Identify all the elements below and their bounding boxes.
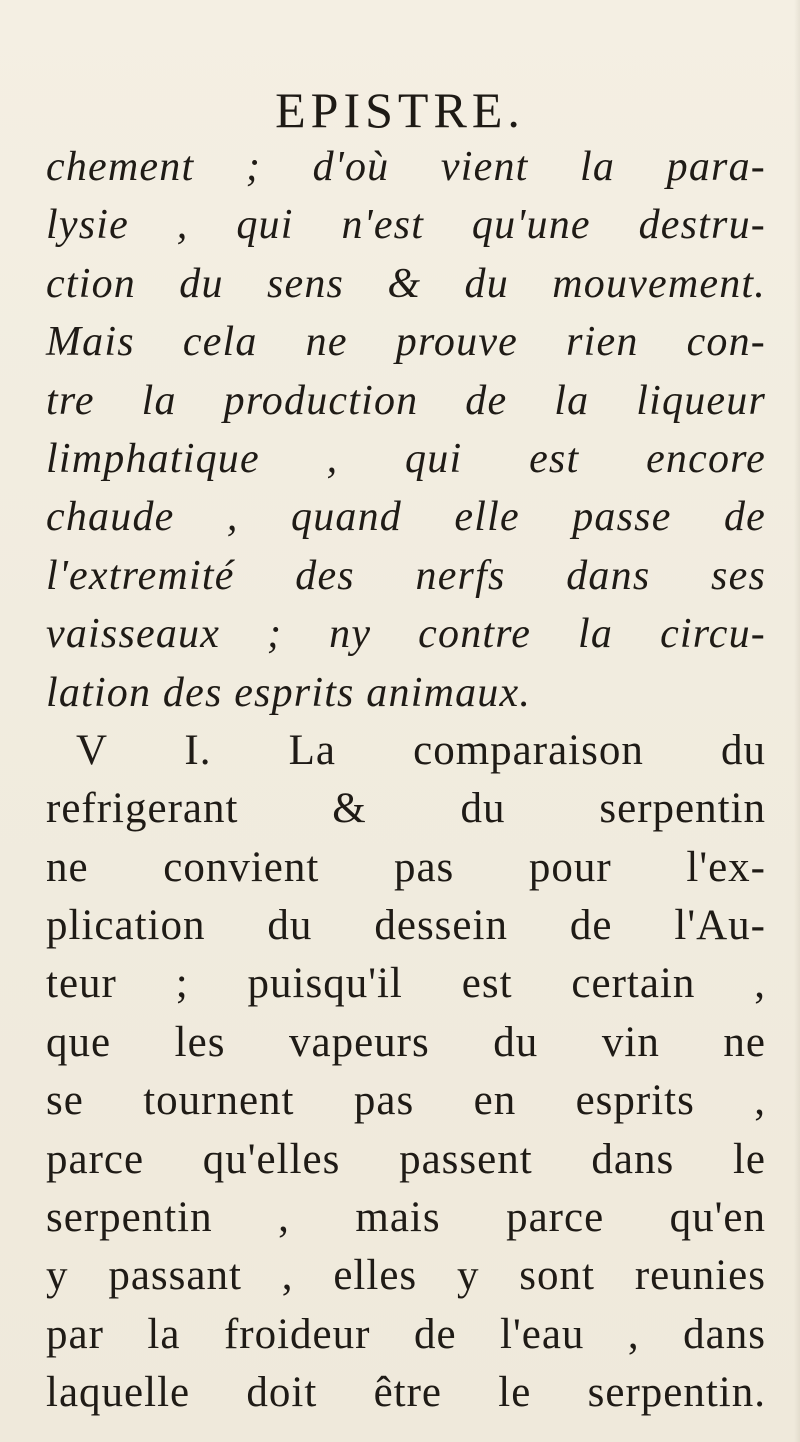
text-line: par la froideur de l'eau , dans: [46, 1310, 766, 1358]
text-line: parce qu'elles passent dans le: [46, 1135, 766, 1183]
text-line: tre la production de la liqueur: [46, 377, 766, 424]
text-line: chement ; d'où vient la para-: [46, 144, 766, 190]
text-line: ne convient pas pour l'ex-: [46, 843, 766, 891]
text-line: teur ; puisqu'il est certain ,: [46, 960, 766, 1008]
text-line: lysie , qui n'est qu'une destru-: [46, 202, 766, 249]
text-line: chaude , quand elle passe de: [46, 494, 766, 541]
text-line: Mais cela ne prouve rien con-: [46, 319, 766, 366]
text-line: y passant , elles y sont reunies: [46, 1252, 766, 1300]
text-line: plication du dessein de l'Au-: [46, 902, 766, 950]
text-line: laquelle doit être le serpentin.: [46, 1369, 766, 1417]
section-heading-line: V I. La comparaison du: [76, 726, 766, 774]
text-line: refrigerant & du serpentin: [46, 785, 766, 833]
text-line: limphatique , qui est encore: [46, 435, 766, 482]
text-line: ction du sens & du mouvement.: [46, 260, 766, 307]
text-line: lation des esprits animaux.: [46, 669, 532, 716]
text-line: l'extremité des nerfs dans ses: [46, 552, 766, 599]
text-line: vaisseaux ; ny contre la circu-: [46, 611, 766, 658]
text-line: serpentin , mais parce qu'en: [46, 1194, 766, 1242]
body-text: [46, 138, 766, 1423]
running-head: EPISTRE.: [275, 82, 525, 138]
text-line: se tournent pas en esprits ,: [46, 1077, 766, 1125]
page-edge-shadow: [794, 0, 800, 1442]
text-line: que les vapeurs du vin ne: [46, 1018, 766, 1066]
